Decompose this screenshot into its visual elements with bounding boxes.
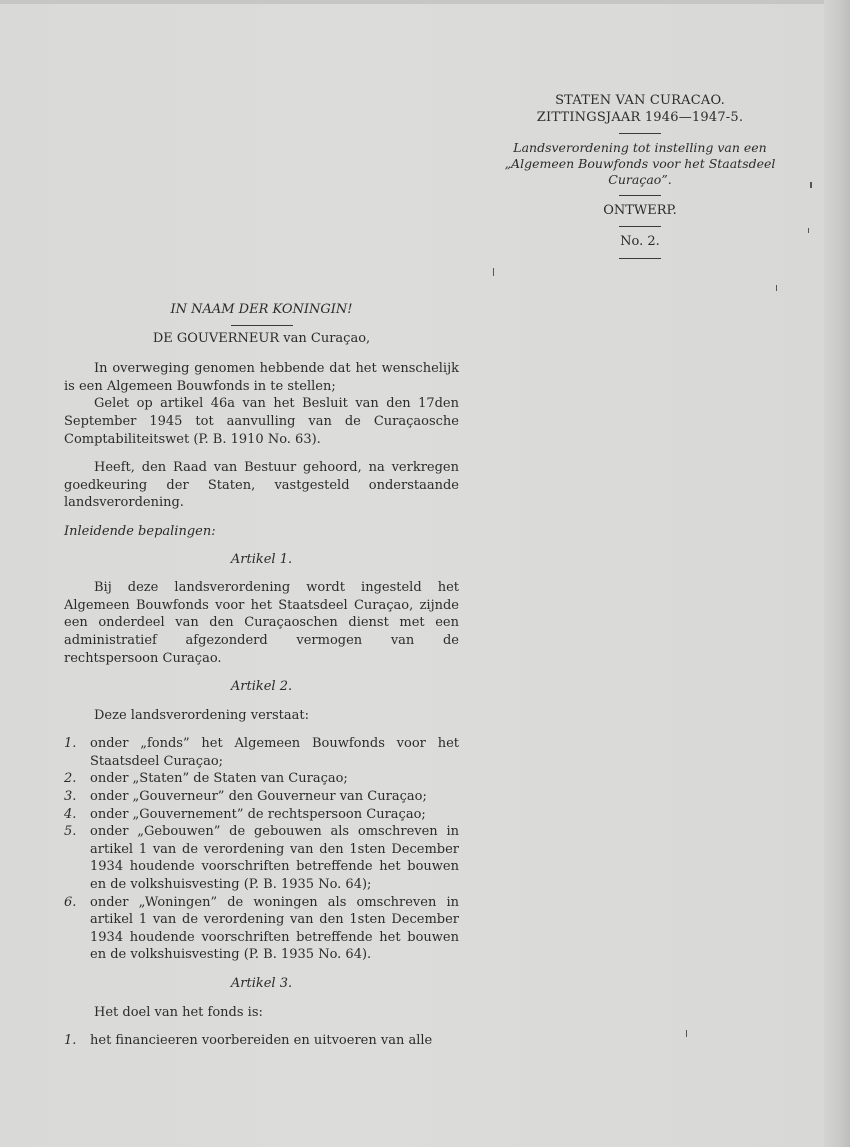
- paper-speck: [808, 228, 809, 233]
- preamble-having-regard: Gelet op artikel 46a van het Besluit van den 17den September 1945 tot aanvulling van de Curaçaosche Comptabiliteitswet (P. B. 1910 No. 63).: [64, 396, 459, 447]
- list-item-text: onder „Woningen” de woningen als omschreven in artikel 1 van de verordening van den 1sten December 1934 houdende voorschriften betreffende het bouwen en de volkshuisvesting (P. B. 1935 No. 64).: [90, 894, 459, 963]
- header-line-1: STATEN VAN CURACAO.: [555, 93, 725, 108]
- list-item: [64, 894, 459, 964]
- page-top-edge: [0, 0, 850, 4]
- header-subtitle: Landsverordening tot instelling van een „Algemeen Bouwfonds voor het Staatsdeel Curaçao”.: [504, 140, 776, 187]
- list-item-number: 2.: [64, 771, 77, 787]
- section-label: Inleidende bepalingen:: [64, 523, 216, 539]
- article-1-text: Bij deze landsverordening wordt ingesteld het Algemeen Bouwfonds voor het Staatsdeel Curaçao, zijnde een onderdeel van den Curaçaoschen dienst met een administratief afgezonderd vermogen van de rechtspersoon Curaçao.: [64, 580, 459, 666]
- article-3-intro: Het doel van het fonds is:: [94, 1004, 263, 1020]
- list-item-number: 1.: [64, 1033, 77, 1049]
- preamble-heading: IN NAAM DER KONINGIN!: [170, 302, 353, 317]
- list-item-number: 3.: [64, 789, 77, 805]
- list-item-number: 4.: [64, 806, 77, 822]
- document-number: No. 2.: [620, 234, 660, 249]
- paper-speck: [686, 1030, 687, 1037]
- paper-speck: [493, 268, 494, 276]
- header-line-2: ZITTINGSJAAR 1946—1947-5.: [536, 110, 744, 125]
- preamble-considering: In overweging genomen hebbende dat het wenschelijk is een Algemeen Bouwfonds in te stellen;: [64, 361, 459, 394]
- article-2-title: Artikel 2.: [230, 679, 293, 695]
- header-rule-1: [619, 133, 661, 134]
- list-item-text: onder „Staten” de Staten van Curaçao;: [90, 771, 348, 787]
- list-item: [64, 1032, 459, 1050]
- paper-speck: [810, 182, 812, 188]
- preamble-enacting: Heeft, den Raad van Bestuur gehoord, na verkregen goedkeuring der Staten, vastgesteld onderstaande landsverordening.: [64, 460, 459, 511]
- header-rule-2: [619, 195, 661, 196]
- header-rule-3: [619, 226, 661, 227]
- list-item-number: 5.: [64, 824, 77, 840]
- list-item-number: 6.: [64, 894, 77, 910]
- list-item: [64, 735, 459, 770]
- article-1-title: Artikel 1.: [230, 551, 293, 567]
- list-item: [64, 770, 459, 788]
- draft-label: ONTWERP.: [603, 203, 677, 218]
- list-item-text: het financieeren voorbereiden en uitvoeren van alle: [90, 1033, 433, 1049]
- paper-speck: [776, 285, 777, 291]
- article-3-title: Artikel 3.: [230, 976, 293, 991]
- list-item-text: onder „Gouverneur” den Gouverneur van Curaçao;: [90, 789, 427, 805]
- article-2-list: [64, 735, 459, 964]
- list-item-text: onder „Gouvernement” de rechtspersoon Curaçao;: [90, 806, 426, 822]
- article-3-list: [64, 1032, 459, 1050]
- list-item-number: 1.: [64, 736, 77, 752]
- header-rule-4: [619, 258, 661, 259]
- page-right-edge: [824, 0, 850, 1147]
- list-item-text: onder „fonds” het Algemeen Bouwfonds voor het Staatsdeel Curaçao;: [90, 736, 459, 769]
- list-item: [64, 806, 459, 824]
- article-2-intro: Deze landsverordening verstaat:: [94, 707, 309, 723]
- list-item: [64, 788, 459, 806]
- list-item-text: onder „Gebouwen” de gebouwen als omschreven in artikel 1 van de verordening van den 1sten December 1934 houdende voorschriften betreffende het bouwen en de volkshuisvesting (P. B. 1935 No. 64);: [90, 824, 459, 893]
- document-header: [490, 92, 790, 265]
- document-body: [64, 301, 459, 1050]
- list-item: [64, 823, 459, 893]
- preamble-governor: DE GOUVERNEUR van Curaçao,: [152, 330, 371, 346]
- preamble-rule: [231, 325, 293, 326]
